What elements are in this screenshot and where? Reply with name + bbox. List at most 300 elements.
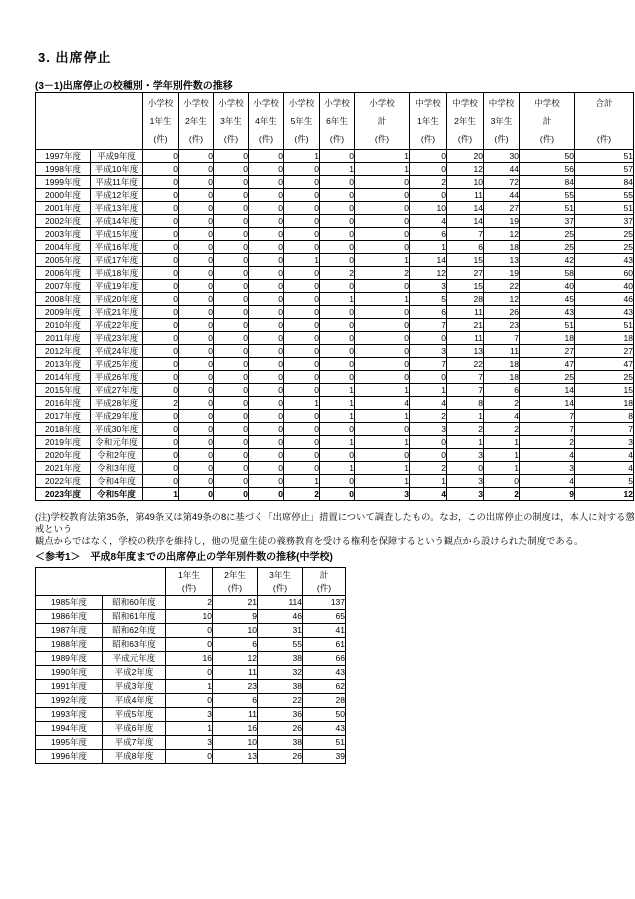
era-cell: 平成5年度	[103, 708, 166, 722]
year-cell: 2021年度	[36, 462, 91, 475]
table-row	[36, 397, 634, 410]
value-cell: 16	[213, 722, 258, 736]
column-header-cell: 中学校 3年生 (件)	[484, 93, 520, 150]
table-row	[36, 228, 634, 241]
table-row	[36, 462, 634, 475]
value-cell: 0	[249, 241, 284, 254]
value-cell: 14	[447, 202, 484, 215]
value-cell: 6	[410, 228, 447, 241]
value-cell: 11	[447, 332, 484, 345]
value-cell: 51	[520, 319, 575, 332]
value-cell: 0	[249, 488, 284, 501]
value-cell: 37	[520, 215, 575, 228]
year-cell: 2008年度	[36, 293, 91, 306]
value-cell: 27	[575, 345, 634, 358]
value-cell: 0	[249, 163, 284, 176]
value-cell: 0	[179, 280, 214, 293]
value-cell: 0	[214, 345, 249, 358]
header-empty-cell	[36, 93, 143, 150]
value-cell: 26	[484, 306, 520, 319]
column-header-cell: 小学校 6年生 (件)	[320, 93, 355, 150]
value-cell: 23	[213, 680, 258, 694]
year-cell: 2010年度	[36, 319, 91, 332]
value-cell: 0	[179, 228, 214, 241]
table-row	[36, 215, 634, 228]
footnote-line: 観点からではなく，学校の秩序を維持し，他の児童生徒の義務教育を受ける権利を保障するという観点から設けられた制度である。	[35, 536, 584, 546]
value-cell: 18	[520, 332, 575, 345]
era-cell: 平成15年度	[91, 228, 143, 241]
value-cell: 1	[284, 254, 320, 267]
value-cell: 0	[143, 436, 179, 449]
value-cell: 0	[166, 624, 213, 638]
column-header-cell: 小学校 3年生 (件)	[214, 93, 249, 150]
value-cell: 0	[320, 241, 355, 254]
value-cell: 1	[320, 462, 355, 475]
column-header-cell: 計 (件)	[303, 568, 346, 596]
value-cell: 7	[447, 228, 484, 241]
value-cell: 38	[258, 652, 303, 666]
value-cell: 0	[214, 202, 249, 215]
value-cell: 2	[410, 462, 447, 475]
value-cell: 1	[166, 722, 213, 736]
header-row	[36, 568, 346, 596]
footnote	[35, 511, 635, 547]
value-cell: 25	[520, 228, 575, 241]
value-cell: 0	[410, 436, 447, 449]
era-cell: 平成18年度	[91, 267, 143, 280]
year-cell: 2012年度	[36, 345, 91, 358]
table-row	[36, 722, 346, 736]
value-cell: 0	[214, 319, 249, 332]
value-cell: 0	[284, 345, 320, 358]
value-cell: 4	[520, 475, 575, 488]
value-cell: 0	[284, 163, 320, 176]
value-cell: 0	[214, 163, 249, 176]
value-cell: 0	[143, 475, 179, 488]
value-cell: 2	[447, 423, 484, 436]
value-cell: 1	[410, 384, 447, 397]
table-row	[36, 694, 346, 708]
era-cell: 平成25年度	[91, 358, 143, 371]
value-cell: 0	[166, 638, 213, 652]
value-cell: 0	[284, 189, 320, 202]
value-cell: 0	[179, 410, 214, 423]
table-row	[36, 423, 634, 436]
year-cell: 1985年度	[36, 596, 103, 610]
value-cell: 18	[484, 241, 520, 254]
value-cell: 51	[303, 736, 346, 750]
value-cell: 13	[213, 750, 258, 764]
value-cell: 0	[179, 150, 214, 163]
era-cell: 昭和61年度	[103, 610, 166, 624]
value-cell: 50	[520, 150, 575, 163]
value-cell: 0	[320, 488, 355, 501]
value-cell: 0	[179, 163, 214, 176]
era-cell: 平成27年度	[91, 384, 143, 397]
value-cell: 0	[166, 666, 213, 680]
reference-table	[35, 567, 346, 764]
era-cell: 平成24年度	[91, 345, 143, 358]
value-cell: 0	[284, 384, 320, 397]
table-row	[36, 163, 634, 176]
era-cell: 平成16年度	[91, 241, 143, 254]
value-cell: 1	[355, 163, 410, 176]
value-cell: 0	[143, 202, 179, 215]
year-cell: 1991年度	[36, 680, 103, 694]
value-cell: 1	[355, 410, 410, 423]
value-cell: 0	[179, 397, 214, 410]
value-cell: 40	[575, 280, 634, 293]
value-cell: 1	[320, 410, 355, 423]
value-cell: 0	[143, 358, 179, 371]
year-cell: 1996年度	[36, 750, 103, 764]
value-cell: 18	[575, 332, 634, 345]
value-cell: 0	[355, 202, 410, 215]
value-cell: 3	[410, 345, 447, 358]
value-cell: 0	[320, 215, 355, 228]
value-cell: 57	[575, 163, 634, 176]
value-cell: 19	[484, 267, 520, 280]
value-cell: 84	[520, 176, 575, 189]
value-cell: 0	[143, 280, 179, 293]
value-cell: 11	[484, 345, 520, 358]
value-cell: 1	[284, 397, 320, 410]
value-cell: 0	[249, 293, 284, 306]
column-header-cell: 中学校 計 (件)	[520, 93, 575, 150]
value-cell: 12	[213, 652, 258, 666]
value-cell: 0	[143, 163, 179, 176]
value-cell: 0	[214, 488, 249, 501]
value-cell: 0	[249, 176, 284, 189]
table-row	[36, 488, 634, 501]
value-cell: 0	[249, 345, 284, 358]
era-cell: 昭和60年度	[103, 596, 166, 610]
year-cell: 2003年度	[36, 228, 91, 241]
year-cell: 2004年度	[36, 241, 91, 254]
value-cell: 3	[520, 462, 575, 475]
value-cell: 2	[410, 176, 447, 189]
value-cell: 13	[447, 345, 484, 358]
value-cell: 0	[355, 423, 410, 436]
value-cell: 15	[575, 384, 634, 397]
value-cell: 0	[143, 384, 179, 397]
table-row	[36, 384, 634, 397]
value-cell: 37	[575, 215, 634, 228]
era-cell: 平成9年度	[91, 150, 143, 163]
value-cell: 18	[575, 397, 634, 410]
value-cell: 0	[410, 163, 447, 176]
value-cell: 0	[143, 241, 179, 254]
column-header-cell: 1年生 (件)	[166, 568, 213, 596]
value-cell: 43	[303, 666, 346, 680]
value-cell: 3	[410, 423, 447, 436]
value-cell: 0	[249, 189, 284, 202]
value-cell: 2	[320, 267, 355, 280]
value-cell: 0	[447, 462, 484, 475]
value-cell: 0	[320, 176, 355, 189]
era-cell: 平成元年度	[103, 652, 166, 666]
column-header-cell: 小学校 1年生 (件)	[143, 93, 179, 150]
value-cell: 18	[484, 358, 520, 371]
value-cell: 114	[258, 596, 303, 610]
value-cell: 5	[410, 293, 447, 306]
value-cell: 9	[213, 610, 258, 624]
era-cell: 平成29年度	[91, 410, 143, 423]
value-cell: 0	[179, 462, 214, 475]
value-cell: 0	[143, 215, 179, 228]
value-cell: 0	[284, 319, 320, 332]
value-cell: 0	[484, 475, 520, 488]
table-row	[36, 624, 346, 638]
table-row	[36, 750, 346, 764]
value-cell: 25	[575, 241, 634, 254]
era-cell: 平成21年度	[91, 306, 143, 319]
value-cell: 0	[214, 449, 249, 462]
year-cell: 2002年度	[36, 215, 91, 228]
value-cell: 0	[214, 475, 249, 488]
value-cell: 0	[284, 449, 320, 462]
table-row	[36, 638, 346, 652]
value-cell: 0	[355, 280, 410, 293]
value-cell: 27	[447, 267, 484, 280]
value-cell: 0	[249, 306, 284, 319]
value-cell: 0	[355, 358, 410, 371]
value-cell: 7	[575, 423, 634, 436]
value-cell: 6	[484, 384, 520, 397]
table-row	[36, 267, 634, 280]
value-cell: 0	[214, 228, 249, 241]
value-cell: 0	[214, 436, 249, 449]
year-cell: 2009年度	[36, 306, 91, 319]
value-cell: 0	[179, 488, 214, 501]
value-cell: 51	[575, 319, 634, 332]
value-cell: 1	[484, 436, 520, 449]
value-cell: 38	[258, 680, 303, 694]
value-cell: 38	[258, 736, 303, 750]
value-cell: 22	[447, 358, 484, 371]
value-cell: 43	[520, 306, 575, 319]
value-cell: 5	[575, 475, 634, 488]
section2-heading: ＜参考1＞ 平成8年度までの出席停止の学年別件数の推移(中学校)	[35, 552, 333, 563]
year-cell: 1993年度	[36, 708, 103, 722]
value-cell: 61	[303, 638, 346, 652]
value-cell: 56	[520, 163, 575, 176]
value-cell: 0	[214, 462, 249, 475]
value-cell: 14	[520, 397, 575, 410]
column-header-cell: 小学校 4年生 (件)	[249, 93, 284, 150]
value-cell: 0	[249, 332, 284, 345]
value-cell: 11	[447, 189, 484, 202]
value-cell: 12	[484, 228, 520, 241]
table-row	[36, 332, 634, 345]
value-cell: 0	[320, 371, 355, 384]
value-cell: 3	[447, 488, 484, 501]
table-row	[36, 202, 634, 215]
value-cell: 0	[320, 423, 355, 436]
value-cell: 0	[320, 332, 355, 345]
value-cell: 0	[214, 189, 249, 202]
value-cell: 40	[520, 280, 575, 293]
value-cell: 23	[484, 319, 520, 332]
value-cell: 0	[320, 228, 355, 241]
value-cell: 0	[214, 254, 249, 267]
value-cell: 3	[447, 449, 484, 462]
value-cell: 1	[320, 163, 355, 176]
year-cell: 2007年度	[36, 280, 91, 293]
value-cell: 0	[249, 423, 284, 436]
value-cell: 0	[249, 462, 284, 475]
era-cell: 平成6年度	[103, 722, 166, 736]
value-cell: 8	[575, 410, 634, 423]
value-cell: 0	[143, 410, 179, 423]
year-cell: 1995年度	[36, 736, 103, 750]
value-cell: 0	[410, 150, 447, 163]
value-cell: 4	[410, 397, 447, 410]
value-cell: 0	[166, 750, 213, 764]
value-cell: 0	[214, 410, 249, 423]
year-cell: 1998年度	[36, 163, 91, 176]
value-cell: 0	[143, 189, 179, 202]
value-cell: 27	[520, 345, 575, 358]
value-cell: 0	[284, 306, 320, 319]
column-header-cell: 小学校 5年生 (件)	[284, 93, 320, 150]
value-cell: 9	[520, 488, 575, 501]
value-cell: 2	[166, 596, 213, 610]
value-cell: 4	[355, 397, 410, 410]
year-cell: 2020年度	[36, 449, 91, 462]
table-row	[36, 306, 634, 319]
table-row	[36, 680, 346, 694]
value-cell: 0	[284, 462, 320, 475]
value-cell: 0	[143, 176, 179, 189]
era-cell: 平成11年度	[91, 176, 143, 189]
value-cell: 0	[143, 371, 179, 384]
value-cell: 0	[179, 176, 214, 189]
value-cell: 0	[355, 176, 410, 189]
era-cell: 平成7年度	[103, 736, 166, 750]
value-cell: 0	[249, 397, 284, 410]
value-cell: 0	[284, 280, 320, 293]
table-row	[36, 150, 634, 163]
value-cell: 0	[410, 449, 447, 462]
column-header-cell: 小学校 2年生 (件)	[179, 93, 214, 150]
value-cell: 46	[258, 610, 303, 624]
value-cell: 0	[179, 215, 214, 228]
value-cell: 0	[249, 436, 284, 449]
value-cell: 7	[484, 332, 520, 345]
value-cell: 0	[214, 215, 249, 228]
value-cell: 55	[520, 189, 575, 202]
value-cell: 12	[410, 267, 447, 280]
footnote-line: (注)学校教育法第35条，第49条又は第49条の8に基づく「出席停止」措置について調査したもの。なお，この出席停止の制度は，本人に対する懲戒という	[35, 512, 635, 534]
value-cell: 7	[410, 358, 447, 371]
value-cell: 0	[284, 410, 320, 423]
value-cell: 2	[484, 488, 520, 501]
value-cell: 66	[303, 652, 346, 666]
era-cell: 令和5年度	[91, 488, 143, 501]
value-cell: 18	[484, 371, 520, 384]
era-cell: 令和3年度	[91, 462, 143, 475]
value-cell: 51	[575, 150, 634, 163]
value-cell: 2	[410, 410, 447, 423]
value-cell: 0	[249, 202, 284, 215]
value-cell: 0	[355, 189, 410, 202]
table-row	[36, 436, 634, 449]
value-cell: 1	[320, 436, 355, 449]
value-cell: 1	[355, 436, 410, 449]
value-cell: 0	[249, 371, 284, 384]
year-cell: 2019年度	[36, 436, 91, 449]
value-cell: 1	[355, 462, 410, 475]
value-cell: 26	[258, 750, 303, 764]
section1-heading: (3－1)出席停止の校種別・学年別件数の推移	[35, 81, 233, 92]
value-cell: 2	[520, 436, 575, 449]
table-row	[36, 371, 634, 384]
value-cell: 0	[410, 189, 447, 202]
value-cell: 0	[179, 293, 214, 306]
value-cell: 0	[143, 423, 179, 436]
value-cell: 3	[410, 280, 447, 293]
value-cell: 2	[355, 267, 410, 280]
era-cell: 令和2年度	[91, 449, 143, 462]
year-cell: 2016年度	[36, 397, 91, 410]
value-cell: 4	[410, 488, 447, 501]
value-cell: 0	[320, 449, 355, 462]
value-cell: 1	[447, 410, 484, 423]
value-cell: 0	[143, 462, 179, 475]
era-cell: 平成10年度	[91, 163, 143, 176]
column-header-cell: 3年生 (件)	[258, 568, 303, 596]
value-cell: 7	[447, 371, 484, 384]
table-row	[36, 449, 634, 462]
value-cell: 7	[410, 319, 447, 332]
value-cell: 0	[214, 267, 249, 280]
value-cell: 0	[284, 202, 320, 215]
value-cell: 0	[143, 306, 179, 319]
table-row	[36, 358, 634, 371]
value-cell: 0	[355, 241, 410, 254]
value-cell: 4	[410, 215, 447, 228]
value-cell: 3	[166, 708, 213, 722]
value-cell: 28	[303, 694, 346, 708]
value-cell: 0	[284, 267, 320, 280]
value-cell: 10	[447, 176, 484, 189]
value-cell: 0	[249, 319, 284, 332]
value-cell: 41	[303, 624, 346, 638]
value-cell: 0	[179, 449, 214, 462]
era-cell: 昭和62年度	[103, 624, 166, 638]
value-cell: 0	[179, 241, 214, 254]
value-cell: 0	[284, 332, 320, 345]
value-cell: 14	[447, 215, 484, 228]
value-cell: 21	[447, 319, 484, 332]
year-cell: 2013年度	[36, 358, 91, 371]
year-cell: 1992年度	[36, 694, 103, 708]
value-cell: 0	[214, 306, 249, 319]
value-cell: 2	[284, 488, 320, 501]
value-cell: 7	[447, 384, 484, 397]
value-cell: 45	[520, 293, 575, 306]
table-row	[36, 189, 634, 202]
value-cell: 25	[520, 371, 575, 384]
year-cell: 2015年度	[36, 384, 91, 397]
value-cell: 25	[520, 241, 575, 254]
value-cell: 0	[249, 215, 284, 228]
value-cell: 25	[575, 371, 634, 384]
era-cell: 平成17年度	[91, 254, 143, 267]
value-cell: 31	[258, 624, 303, 638]
value-cell: 32	[258, 666, 303, 680]
